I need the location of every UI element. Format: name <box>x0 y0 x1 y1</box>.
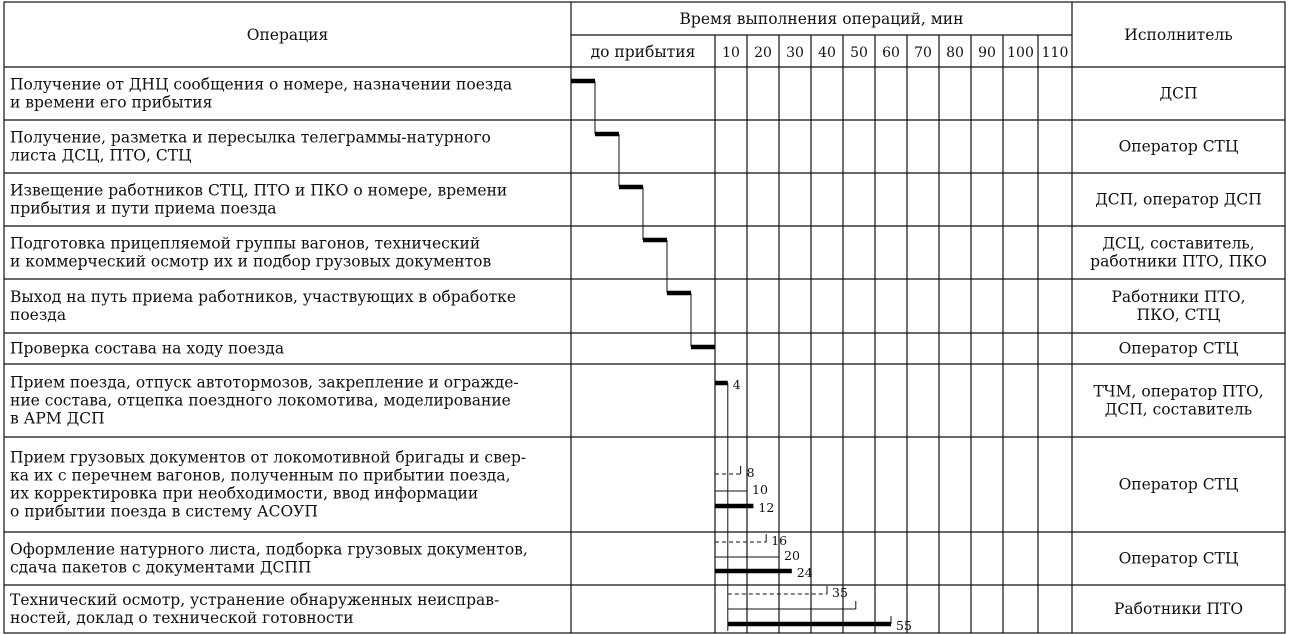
tick-label: 100 <box>1007 45 1034 61</box>
table-row <box>10 340 1238 358</box>
operation-text: Выход на путь приема работников, участвующих в обработке <box>10 288 516 306</box>
header-operation: Операция <box>246 26 329 44</box>
executor-text: ТЧМ, оператор ПТО, <box>1093 382 1264 401</box>
bar-end-label: 4 <box>732 377 741 392</box>
executor-text: ДСП <box>1159 84 1198 103</box>
table-row <box>10 235 1267 271</box>
executor-text: Оператор СТЦ <box>1118 137 1239 156</box>
table-row <box>10 288 1246 324</box>
operation-text: о прибытии поезда в систему АСОУП <box>10 502 318 521</box>
bar-end-label: 12 <box>758 500 775 515</box>
table-row <box>10 76 1197 112</box>
bar-end-label: 16 <box>771 533 788 548</box>
executor-text: Работники ПТО, <box>1111 288 1246 306</box>
table-row <box>10 591 1243 627</box>
executor-text: ДСЦ, составитель, <box>1102 234 1255 253</box>
operation-text: Подготовка прицепляемой группы вагонов, технический <box>10 234 481 253</box>
header-time-title: Время выполнения операций, мин <box>679 10 964 28</box>
operation-text: ностей, доклад о технической готовности <box>10 609 354 627</box>
operation-text: Прием поезда, отпуск автотормозов, закрепление и огражде- <box>10 373 519 392</box>
timeline-bars <box>571 81 912 633</box>
executor-text: ПКО, СТЦ <box>1136 306 1221 324</box>
table-row <box>10 129 1238 165</box>
operation-text: Прием грузовых документов от локомотивной бригады и свер- <box>10 448 527 467</box>
bar-end-label: 8 <box>746 465 755 480</box>
operation-text: прибытия и пути приема поезда <box>10 199 277 218</box>
header-before-arrival: до прибытия <box>590 43 696 61</box>
tick-label: 40 <box>818 45 836 61</box>
table-row <box>10 449 1238 521</box>
executor-text: ДСП, оператор ДСП <box>1095 190 1262 209</box>
tick-label: 20 <box>754 45 772 61</box>
operation-text: Проверка состава на ходу поезда <box>10 339 285 358</box>
executor-text: Оператор СТЦ <box>1118 475 1239 494</box>
tick-label: 80 <box>946 45 964 61</box>
executor-text: работники ПТО, ПКО <box>1090 252 1267 271</box>
bar-end-label: 10 <box>752 482 768 497</box>
operation-text: Оформление натурного листа, подборка грузовых документов, <box>10 540 528 559</box>
executor-text: Оператор СТЦ <box>1118 549 1239 568</box>
operation-text: Получение, разметка и пересылка телеграммы-натурного <box>10 128 491 147</box>
tick-label: 10 <box>722 45 740 61</box>
operation-text: в АРМ ДСП <box>10 409 105 428</box>
bar-end-label: 35 <box>832 585 848 600</box>
operation-text: Технический осмотр, устранение обнаруженных неисправ- <box>10 591 500 609</box>
bar-end-label: 20 <box>784 548 800 563</box>
operation-text: ка их с перечнем вагонов, полученным по прибытии поезда, <box>10 466 511 485</box>
tick-label: 90 <box>978 45 996 61</box>
bar-end-label: 24 <box>796 565 813 580</box>
table-row <box>10 374 1264 428</box>
operation-text: сдача пакетов с документами ДСПП <box>10 558 312 577</box>
operation-text: поезда <box>10 306 67 324</box>
tick-label: 30 <box>786 45 804 61</box>
tick-label: 70 <box>914 45 932 61</box>
operation-text: и времени его прибытия <box>10 93 213 112</box>
operation-text: Извещение работников СТЦ, ПТО и ПКО о номере, времени <box>10 181 508 200</box>
table-row <box>10 541 1238 577</box>
operation-text: их корректировка при необходимости, ввод информации <box>10 484 479 503</box>
tick-label: 110 <box>1041 45 1069 61</box>
table-rows <box>10 76 1267 628</box>
operation-text: и коммерческий осмотр их и подбор грузовых документов <box>10 252 492 271</box>
bar-end-label: 55 <box>896 618 912 633</box>
tick-label: 50 <box>850 45 868 61</box>
executor-text: ДСП, составитель <box>1104 400 1253 419</box>
tick-label: 60 <box>882 45 900 61</box>
operation-text: ние состава, отцепка поездного локомотива, моделирование <box>10 391 511 410</box>
operation-text: Получение от ДНЦ сообщения о номере, назначении поезда <box>10 75 513 94</box>
executor-text: Оператор СТЦ <box>1118 339 1239 358</box>
executor-text: Работники ПТО <box>1113 600 1244 618</box>
operation-text: листа ДСЦ, ПТО, СТЦ <box>10 146 192 165</box>
header-executor: Исполнитель <box>1124 26 1233 44</box>
